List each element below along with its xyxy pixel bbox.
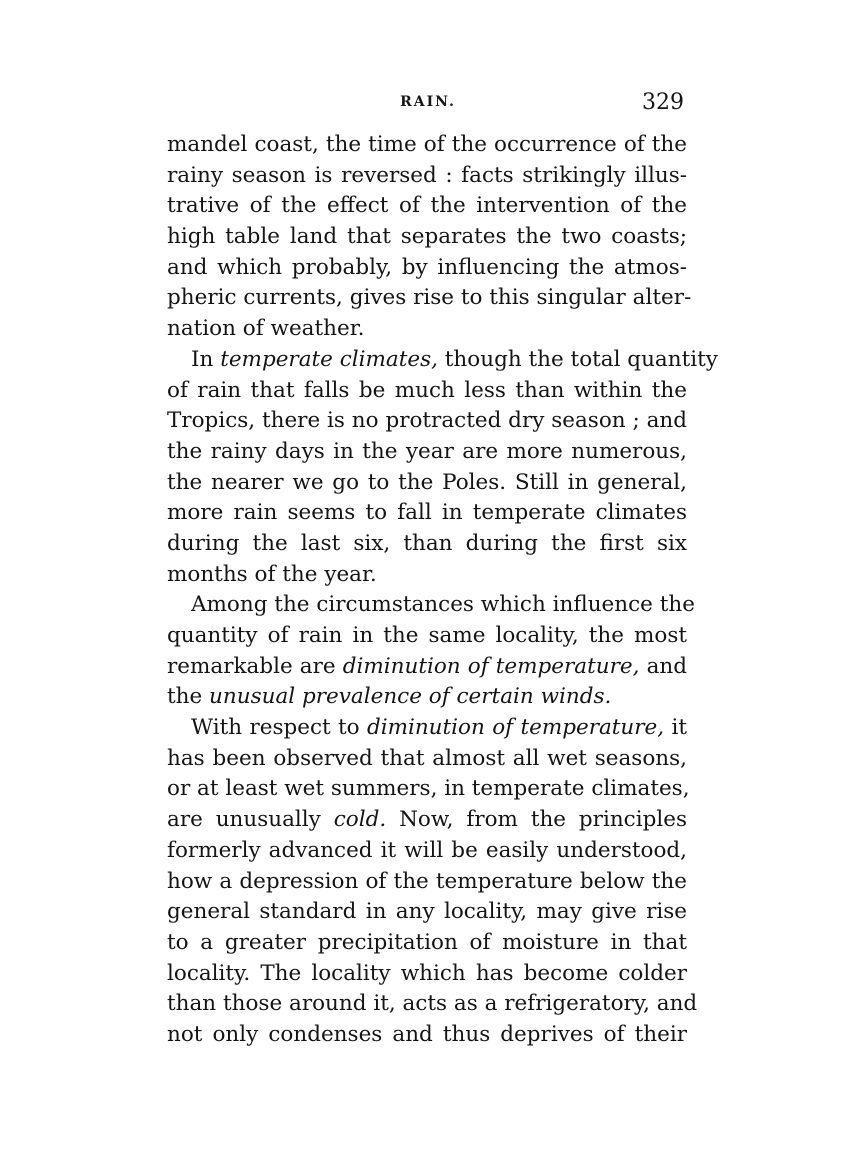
italic-phrase: temperate climates, (220, 346, 438, 372)
text-line (167, 713, 687, 744)
text-segment: In (191, 346, 221, 372)
text-line (167, 682, 687, 713)
text-line: Among the circumstances which influence the (191, 592, 695, 618)
text-line: trative of the effect of the intervention of the (167, 193, 687, 219)
text-line: not only condenses and thus deprives of their (167, 1021, 687, 1047)
italic-phrase: unusual prevalence of certain winds. (209, 684, 612, 710)
text-segment: the (167, 684, 210, 710)
running-head (168, 90, 688, 118)
text-line: to a greater precipitation of moisture in that (167, 929, 687, 955)
text-segment: Now, from the principles (386, 807, 687, 833)
italic-phrase: diminution of temperature, (342, 653, 640, 679)
text-segment: remarkable are (167, 653, 343, 679)
text-segment: it (664, 715, 687, 741)
text-line: the nearer we go to the Poles. Still in general, (167, 469, 687, 495)
text-line: how a depression of the temperature below the (167, 868, 687, 894)
text-line: of rain that falls be much less than within the (167, 377, 687, 403)
text-line: nation of weather. (167, 316, 365, 342)
text-line: months of the year. (167, 561, 377, 587)
text-line: mandel coast, the time of the occurrence of the (167, 132, 687, 157)
text-line: and which probably, by influencing the atmos- (167, 254, 687, 280)
running-head-title: RAIN. (400, 94, 456, 110)
italic-phrase: cold. (333, 807, 387, 833)
text-segment: are unusually (167, 807, 334, 833)
text-line: locality. The locality which has become colder (167, 960, 687, 986)
text-segment: though the total quantity (437, 346, 718, 372)
text-line: or at least wet summers, in temperate climates, (167, 776, 690, 802)
text-segment: With respect to (191, 715, 367, 741)
text-line (167, 805, 687, 836)
text-line: rainy season is reversed : facts strikingly illus- (167, 162, 687, 188)
text-line: has been observed that almost all wet seasons, (167, 745, 687, 771)
italic-phrase: diminution of temperature, (366, 715, 665, 741)
text-line: general standard in any locality, may give rise (167, 899, 687, 925)
text-line: Tropics, there is no protracted dry season ; and (167, 408, 687, 434)
text-line: than those around it, acts as a refrigeratory, and (167, 991, 698, 1017)
text-line: the rainy days in the year are more numerous, (167, 438, 687, 464)
body-text (167, 130, 718, 1051)
text-line: more rain seems to fall in temperate climates (167, 500, 687, 526)
text-line: during the last six, than during the first six (167, 530, 687, 556)
text-line: pheric currents, gives rise to this singular alter- (167, 285, 692, 311)
text-line: high table land that separates the two coasts; (167, 224, 687, 250)
page-number: 329 (642, 90, 684, 115)
text-line (167, 652, 687, 683)
text-segment: and (639, 653, 687, 679)
text-line: quantity of rain in the same locality, the most (167, 623, 687, 648)
text-line: formerly advanced it will be easily understood, (167, 837, 687, 863)
text-line (167, 345, 718, 376)
